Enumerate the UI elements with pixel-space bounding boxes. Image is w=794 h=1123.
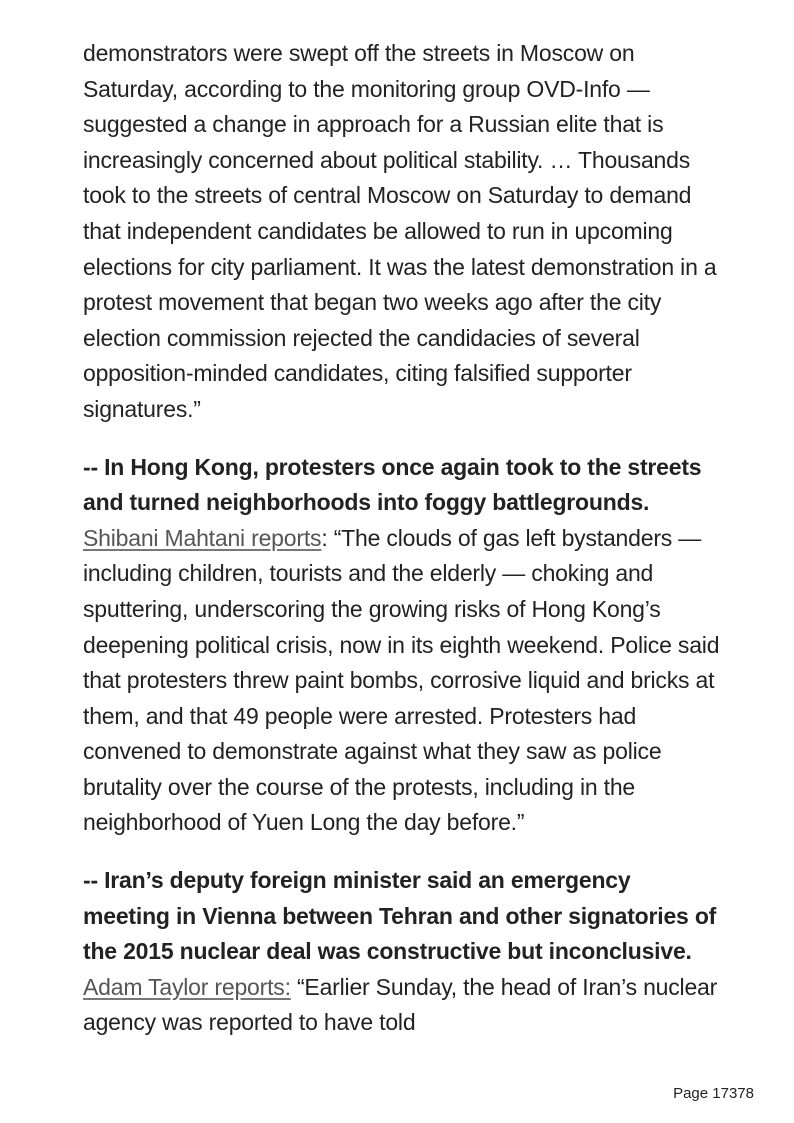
paragraph-iran-nuclear-meeting: [83, 863, 723, 1041]
paragraph-text: : “The clouds of gas left bystanders — including children, tourists and the elderly — choking and sputtering, underscoring the growing risks of Hong Kong’s deepening political crisis, now in its eighth weekend. Police said that protesters threw paint bombs, corrosive liquid and bricks at them, and that 49 people were arrested. Protesters had convened to demonstrate against what they saw as police brutality over the course of the protests, including in the neighborhood of Yuen Long the day before.”: [83, 524, 720, 836]
paragraph-lead: -- Iran’s deputy foreign minister said an emergency meeting in Vienna between Tehran and other signatories of the 2015 nuclear deal was constructive but inconclusive.: [83, 867, 717, 965]
paragraph-text: “Earlier Sunday, the head of Iran’s nuclear agency was reported to have told: [83, 973, 718, 1036]
paragraph-moscow-protests: [83, 36, 723, 428]
article-body: [83, 36, 723, 1041]
shibani-mahtani-report-link[interactable]: Shibani Mahtani reports: [83, 524, 322, 551]
paragraph-lead: -- In Hong Kong, protesters once again took to the streets and turned neighborhoods into foggy battlegrounds.: [83, 453, 702, 516]
adam-taylor-report-link[interactable]: Adam Taylor reports:: [83, 973, 291, 1000]
paragraph-hong-kong-protests: [83, 450, 723, 842]
page-number: Page 17378: [673, 1085, 754, 1102]
paragraph-text: demonstrators were swept off the streets in Moscow on Saturday, according to the monitoring group OVD-Info — suggested a change in approach for a Russian elite that is increasingly concerned about political stability. … Thousands took to the streets of central Moscow on Saturday to demand that independent candidates be allowed to run in upcoming elections for city parliament. It was the latest demonstration in a protest movement that began two weeks ago after the city election commission rejected the candidacies of several opposition-minded candidates, citing falsified supporter signatures.”: [83, 40, 717, 422]
